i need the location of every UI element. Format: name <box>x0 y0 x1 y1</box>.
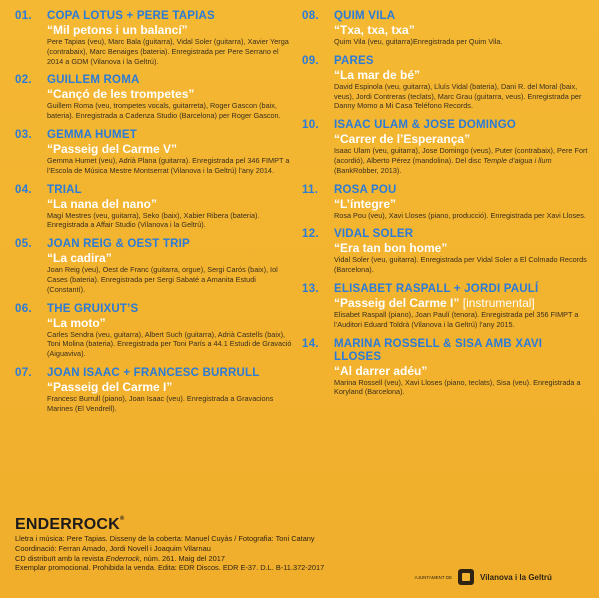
track-artist: THE GRUIXUT’S <box>47 302 139 315</box>
track-entry <box>15 303 295 359</box>
track-artist: TRIAL <box>47 183 82 196</box>
tracklist-left <box>15 10 295 414</box>
track-credits-text: David Espinola (veu, guitarra), Lluís Vidal (bateria), Dani R. del Moral (baix, veus), Jordi Contreras (teclats), Marc Grau (guitarra, veus). Enregistrada per Danny Momo a Mi Casa Teléfono Records. <box>334 81 582 111</box>
track-entry <box>302 119 592 175</box>
track-artist: GEMMA HUMET <box>47 128 137 141</box>
track-entry <box>15 10 295 66</box>
track-artist: GUILLEM ROMA <box>47 74 140 87</box>
track-number: 01. <box>15 10 32 22</box>
track-credits <box>334 146 592 175</box>
track-credits-album: Temple d’aigua i llum <box>483 155 552 165</box>
track-entry <box>302 338 592 398</box>
ajuntament-name: Vilanova i la Geltrú <box>480 572 552 582</box>
track-credits-text: Francesc Burrull (piano), Joan Isaac (veu). Enregistrada a Gravacions Marines (El Vendrell). <box>47 393 274 413</box>
track-artist: PARES <box>334 54 374 67</box>
track-credits-text: Carles Sendra (veu, guitarra), Albert Such (guitarra), Adrià Castells (baix), Toni Molina (bateria). Enregistrada per Toni París a 44.1 Estudi de Gravació (Aiguaviva). <box>47 329 292 359</box>
track-title <box>47 380 295 394</box>
track-credits <box>47 101 295 121</box>
footer <box>15 516 590 573</box>
track-credits-text: Quim Vila (veu, guitarra)Enregistrada per Quim Vila. <box>334 37 503 46</box>
track-title-text: “Passeig del Carme I” <box>334 295 460 310</box>
enderrock-logo: ENDERROCK® <box>15 516 125 533</box>
track-title-text: “Passeig del Carme V” <box>47 141 178 156</box>
track-title <box>47 251 295 265</box>
track-entry <box>15 367 295 414</box>
track-credits <box>47 211 295 231</box>
tracklist-right <box>302 10 592 397</box>
footer-distribution-line: CD distribuït amb la revista Enderrock, núm. 261. Maig del 2017 <box>15 553 225 563</box>
footer-credits-line: Lletra i música: Pere Tapias. Disseny de la coberta: Manuel Cuyàs / Fotografia: Toni Catany <box>15 534 315 543</box>
track-title <box>334 23 592 37</box>
track-title-text: “La moto” <box>47 315 106 330</box>
track-artist: JOAN ISAAC + FRANCESC BURRULL <box>47 366 260 379</box>
track-title <box>47 142 295 156</box>
track-title-text: “Passeig del Carme I” <box>47 379 173 394</box>
track-title <box>334 296 592 310</box>
track-credits-text: Pere Tapias (veu), Marc Bala (guitarra), Vidal Soler (guitarra), Xavier Yerga (contrabaix), Marc Benaiges (bateria). Enregistrada per Pere Serrano el 2014 a GDM (Vilanova i la Geltrú). <box>47 37 289 66</box>
track-number: 05. <box>15 238 32 251</box>
track-credits-text: Isaac Ulam (veu, guitarra), Jose Domingo (veus), Puter (contrabaix), Pere Fort (acordió), Alberto Pérez (mandolina). Del disc <box>334 146 588 165</box>
track-credits <box>47 265 295 294</box>
track-credits-text: Guillem Roma (veu, trompetes vocals, guitarreta), Roger Gascon (baix, bateria). Enregistrada a Cadenza Studio (Barcelona) per Roger Gascon. <box>47 101 281 121</box>
track-artist: VIDAL SOLER <box>334 228 414 241</box>
track-entry <box>15 184 295 231</box>
track-credits-text: Marina Rossell (veu), Xavi Lloses (piano, teclats), Sisa (veu). Enregistrada a Koryland (Barcelona). <box>334 377 581 397</box>
track-number: 10. <box>302 119 319 132</box>
track-number: 12. <box>302 228 319 241</box>
track-title-text: “Era tan bon home” <box>334 241 448 256</box>
track-title-text: “Txa, txa, txa” <box>334 23 415 37</box>
track-number: 13. <box>302 282 319 295</box>
track-artist: ISAAC ULAM & JOSE DOMINGO <box>334 119 516 132</box>
track-entry <box>302 228 592 275</box>
track-credits-after: (BankRobber, 2013). <box>334 165 402 175</box>
track-number: 09. <box>302 54 319 67</box>
track-number: 02. <box>15 74 32 87</box>
track-title-text: “Carrer de l’Esperança” <box>334 132 471 147</box>
track-title-text: “La cadira” <box>47 251 112 266</box>
footer-coordination-line: Coordinació: Ferran Amado, Jordi Novell i Joaquim Vilarnau <box>15 543 211 553</box>
track-number: 08. <box>302 10 319 22</box>
track-credits-text: Magí Mestres (veu, guitarra), Seko (baix), Xabier Ribera (bateria). Enregistrada a Affair Studio (Vilanova i la Geltrú). <box>47 210 260 230</box>
track-title <box>47 23 295 37</box>
track-entry <box>15 74 295 121</box>
track-artist: JOAN REIG & OEST TRIP <box>47 238 190 251</box>
track-entry <box>302 10 592 47</box>
track-artist: ELISABET RASPALL + JORDI PAULÍ <box>334 282 539 295</box>
track-credits <box>334 378 592 398</box>
track-title-text: “La nana del nano” <box>47 196 158 211</box>
track-title-text: “Cançó de les trompetes” <box>47 87 195 102</box>
track-title <box>334 197 592 211</box>
track-credits <box>47 330 295 359</box>
track-credits <box>334 211 592 221</box>
track-credits <box>47 394 295 414</box>
track-number: 04. <box>15 183 32 196</box>
track-number: 07. <box>15 366 32 379</box>
track-entry <box>302 283 592 330</box>
ajuntament-emblem-icon <box>458 569 474 585</box>
track-entry <box>15 238 295 294</box>
track-title-text: “Mil petons i un balancí” <box>47 23 188 37</box>
track-number: 06. <box>15 302 32 315</box>
track-artist: MARINA ROSSELL & SISA AMB XAVI LLOSES <box>334 337 543 363</box>
track-credits <box>334 82 592 111</box>
ajuntament-label: AJUNTAMENT DE <box>414 574 452 580</box>
track-credits-text: Vidal Soler (veu, guitarra). Enregistrada per Vidal Soler a El Colmado Records (Barcelona). <box>334 255 587 275</box>
track-credits <box>334 37 592 47</box>
track-title <box>334 364 592 378</box>
track-credits <box>47 37 295 66</box>
track-credits <box>334 255 592 275</box>
track-credits-text: Gemma Humet (veu), Adrià Plana (guitarra). Enregistrada pel 346 FIMPT a l’Escola de Música Mestre Montserrat (Vilanova i la Geltrú) l’any 2014. <box>47 155 290 175</box>
track-entry <box>15 129 295 176</box>
track-title-note: [instrumental] <box>462 295 535 310</box>
track-title <box>47 87 295 101</box>
track-title-text: “L’íntegre” <box>334 196 397 211</box>
track-credits <box>47 156 295 176</box>
track-entry <box>302 55 592 111</box>
track-title <box>334 68 592 82</box>
track-title-text: “Al darrer adéu” <box>334 363 428 378</box>
track-credits <box>334 310 592 330</box>
ajuntament-logo <box>412 569 552 585</box>
footer-legal-line: Exemplar promocional. Prohibida la venda. Edita: EDR Discos. EDR E-37. D.L. B-11.372-2017 <box>15 563 325 573</box>
track-number: 11. <box>302 183 319 196</box>
track-title <box>334 241 592 255</box>
track-entry <box>302 184 592 221</box>
track-artist: ROSA POU <box>334 183 397 196</box>
track-credits-text: Elisabet Raspall (piano), Joan Paulí (tenora). Enregistrada pel 356 FIMPT a l’Auditori Eduard Toldrà (Vilanova i la Geltrú) l’any 2015. <box>334 309 579 329</box>
track-number: 14. <box>302 337 319 350</box>
track-artist: QUIM VILA <box>334 10 396 22</box>
track-number: 03. <box>15 128 32 141</box>
track-credits-text: Rosa Pou (veu), Xavi Lloses (piano, producció). Enregistrada per Xavi Lloses. <box>334 210 586 220</box>
track-title <box>47 316 295 330</box>
track-title <box>47 197 295 211</box>
track-title-text: “La mar de bé” <box>334 67 421 82</box>
track-title <box>334 132 592 146</box>
track-artist: COPA LOTUS + PERE TAPIAS <box>47 10 215 22</box>
track-credits-text: Joan Reig (veu), Oest de Franc (guitarra, orgue), Sergi Carós (baix), Iol Cases (bateria). Enregistrada per Sergi Sabaté a Amanita Estudi (Constantí). <box>47 265 278 294</box>
